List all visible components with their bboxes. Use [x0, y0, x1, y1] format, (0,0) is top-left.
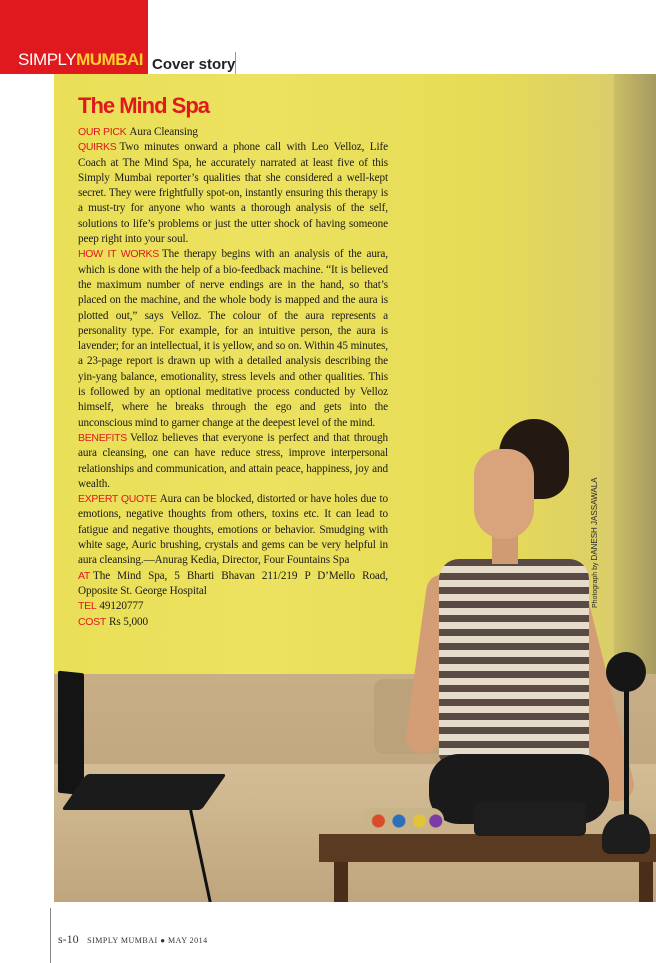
entry-label: OUR PICK — [78, 126, 127, 138]
entry-how-it-works — [78, 247, 388, 431]
woman-face — [474, 449, 534, 539]
photo-credit — [590, 478, 599, 608]
entry-text: The Mind Spa, 5 Bharti Bhavan 211/219 P D’Mello Road, Opposite St. George Hospital — [78, 569, 388, 597]
photo-credit-prefix: Photograph by — [592, 562, 599, 608]
page-number: s-10 — [58, 932, 79, 946]
page-footer — [58, 932, 208, 947]
entry-text: Aura can be blocked, distorted or have holes due to emotions, negative thoughts from others, toxins etc. It can lead to fatigue and negative thoughts, emotions or behavior. Smudging with white sage, Auric brushing, crystals and gems can be very helpful in aura cleansing.—Anurag Kedia, Director, Four Fountains Spa — [78, 493, 388, 567]
brand-mumbai: MUMBAI — [76, 50, 143, 69]
photo-credit-name: DANESH JASSAWALA — [590, 477, 599, 561]
footer-issue: MAY 2014 — [168, 936, 208, 945]
footer-publication: SIMPLY MUMBAI — [87, 936, 158, 945]
entry-text: Rs 5,000 — [108, 615, 148, 628]
entry-label: BENEFITS — [78, 431, 127, 444]
entry-our-pick — [78, 125, 388, 140]
entry-label: HOW IT WORKS — [78, 248, 159, 261]
entry-text: 49120777 — [99, 600, 144, 613]
entry-text: Two minutes onward a phone call with Leo Velloz, Life Coach at The Mind Spa, he accurately narrated at least five of this Simply Mumbai reporter’s qualities that she considered a well-kept secret. They were frightfully spot-on, instantly ensuring this therapy is a must-try for anyone who wants a thorough analysis of the self, solutions to life’s problems or just the utter shock of having someone peep right into your soul. — [78, 141, 388, 246]
footer-bullet: ● — [160, 936, 166, 945]
entry-expert-quote — [78, 492, 388, 568]
entry-cost — [78, 615, 388, 630]
biofeedback-machine — [474, 802, 586, 836]
entry-tel — [78, 599, 388, 614]
page-edge-rule — [50, 908, 51, 963]
entry-text: Velloz believes that everyone is perfect and that through aura cleansing, one can have reduce stress, improve interpersonal relationships and communication, and attain peace, happiness, joy and wealth. — [78, 431, 388, 490]
lamp-globe — [606, 652, 646, 692]
entry-label: COST — [78, 615, 106, 628]
table-leg-left — [334, 862, 348, 902]
crystal-gems — [362, 808, 444, 834]
laptop-screen — [58, 671, 84, 796]
entry-text: The therapy begins with an analysis of the aura, which is done with the help of a bio-feedback machine. “It is believed the maximum number of nerve endings are in the hand, so that’s placed on the machine, and the whole body is mapped and the aura is plotted out,” says Velloz. The colour of the aura represents a personality type. For example, for an intuitive person, the aura is lavender; for an intellectual, it is yellow, and so on. Within 45 minutes, a 23-page report is drawn up with a detailed analysis describing the yin-yang balance, emotionality, stress levels and other qualities. This is followed by an optional meditative process conducted by Velloz himself, where he breaks through the ego and gets into the unconscious mind to garner change at the deepest level of the mind. — [78, 248, 388, 429]
lamp-base — [602, 814, 650, 854]
entry-benefits — [78, 431, 388, 492]
entry-text: Aura Cleansing — [129, 126, 198, 138]
magazine-brand — [18, 50, 143, 70]
lamp-stem — [624, 684, 629, 824]
entry-label: TEL — [78, 600, 97, 613]
article-title: The Mind Spa — [78, 93, 209, 118]
table-leg-right — [639, 862, 653, 902]
entry-label: AT — [78, 569, 91, 582]
section-label: Cover story — [152, 56, 236, 73]
article-body — [78, 125, 388, 630]
entry-address — [78, 569, 388, 600]
woman-striped-top — [439, 559, 589, 764]
brand-simply: SIMPLY — [18, 50, 77, 69]
entry-quirks — [78, 140, 388, 247]
article — [78, 93, 388, 630]
entry-label: EXPERT QUOTE — [78, 493, 157, 506]
laptop-keyboard — [61, 774, 226, 810]
entry-label: QUIRKS — [78, 141, 117, 154]
